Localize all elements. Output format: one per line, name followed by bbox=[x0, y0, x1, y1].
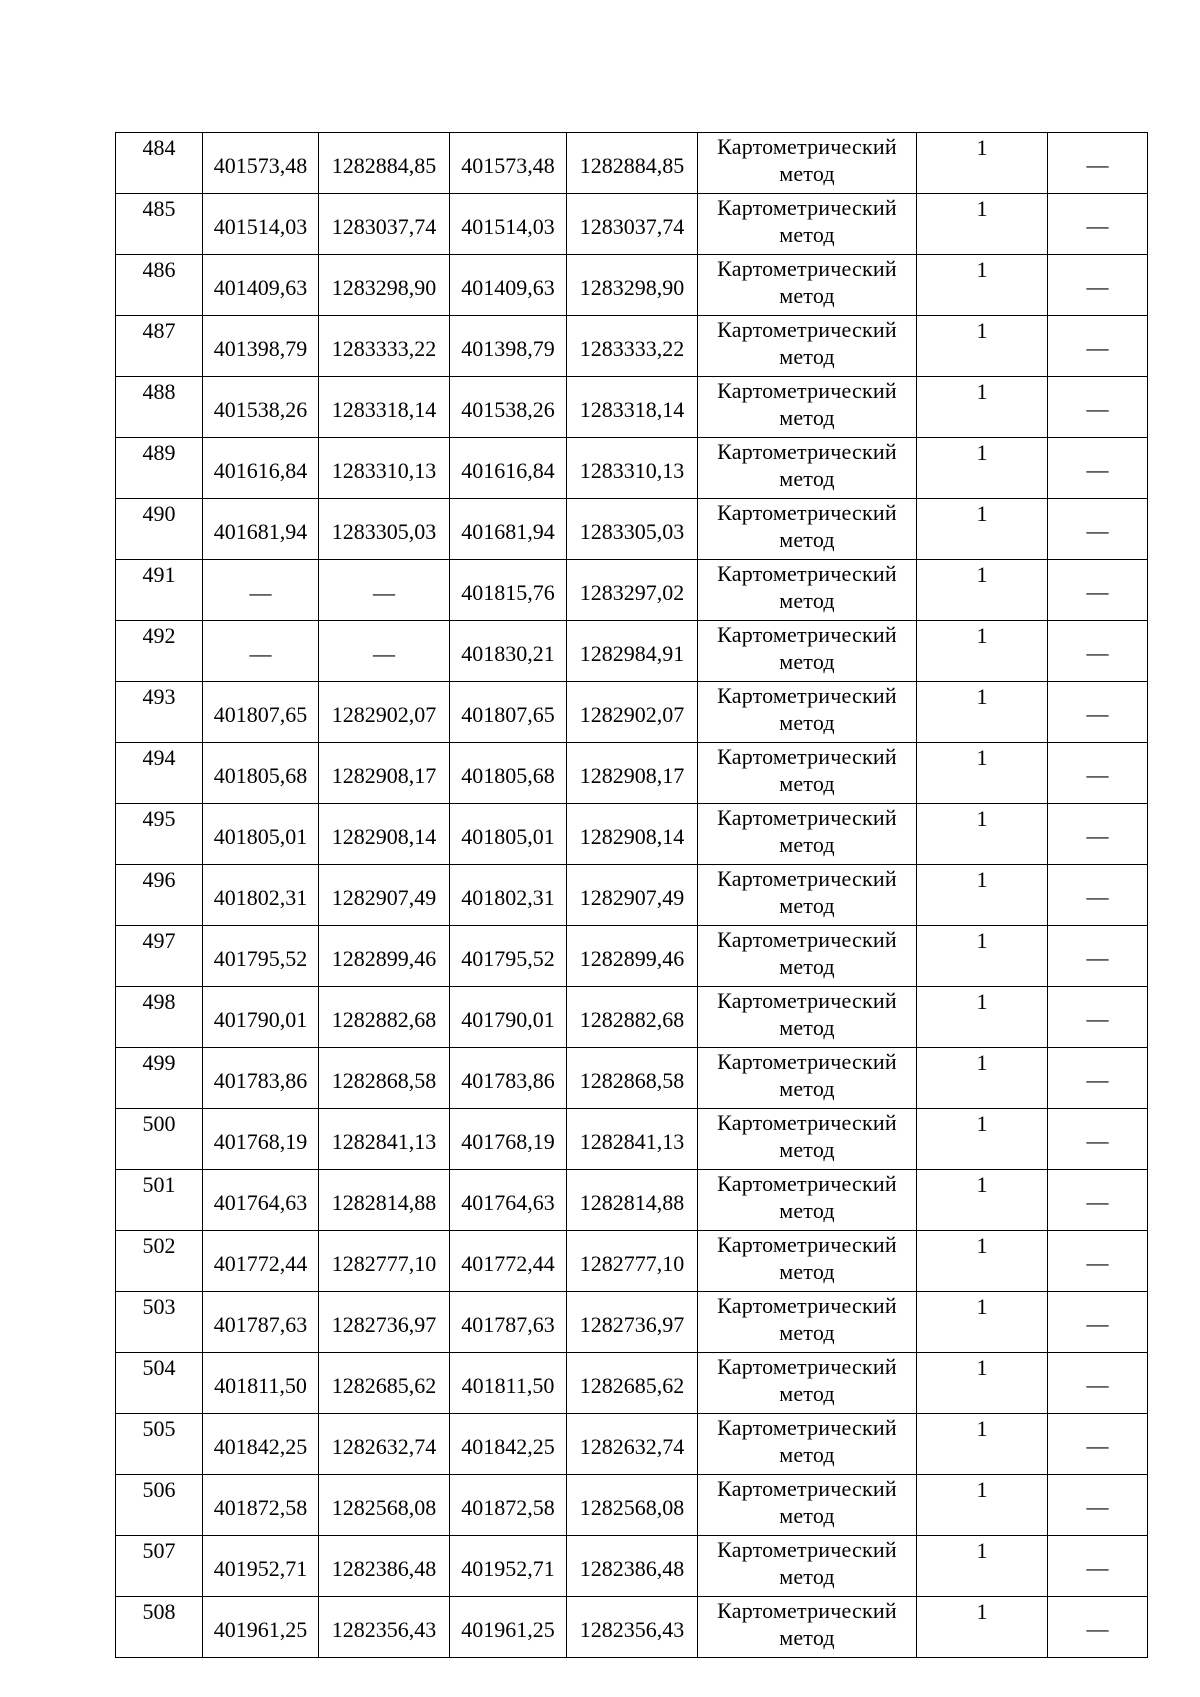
accuracy-cell: 1 bbox=[917, 804, 1048, 865]
method-line-1: Картометрический bbox=[717, 317, 897, 342]
table-row bbox=[116, 1597, 1148, 1658]
table-row bbox=[116, 1109, 1148, 1170]
point-number-cell: 494 bbox=[116, 743, 203, 804]
method-line-2: метод bbox=[779, 1442, 835, 1467]
accuracy-cell: 1 bbox=[917, 438, 1048, 499]
table-row bbox=[116, 804, 1148, 865]
method-line-2: метод bbox=[779, 1381, 835, 1406]
existing-x-cell: 401768,19 bbox=[203, 1109, 319, 1170]
method-line-2: метод bbox=[779, 893, 835, 918]
method-cell bbox=[698, 1292, 917, 1353]
new-x-cell: 401787,63 bbox=[450, 1292, 567, 1353]
existing-y-cell: 1282841,13 bbox=[319, 1109, 450, 1170]
table-row bbox=[116, 1231, 1148, 1292]
new-x-cell: 401398,79 bbox=[450, 316, 567, 377]
new-y-cell: 1283310,13 bbox=[567, 438, 698, 499]
existing-x-cell: 401772,44 bbox=[203, 1231, 319, 1292]
note-cell: — bbox=[1048, 377, 1148, 438]
existing-x-cell: 401790,01 bbox=[203, 987, 319, 1048]
method-line-1: Картометрический bbox=[717, 1110, 897, 1135]
new-x-cell: 401514,03 bbox=[450, 194, 567, 255]
method-line-2: метод bbox=[779, 405, 835, 430]
method-line-2: метод bbox=[779, 771, 835, 796]
new-y-cell: 1283298,90 bbox=[567, 255, 698, 316]
table-row bbox=[116, 1536, 1148, 1597]
note-cell: — bbox=[1048, 987, 1148, 1048]
method-line-2: метод bbox=[779, 1625, 835, 1650]
method-line-1: Картометрический bbox=[717, 1232, 897, 1257]
new-x-cell: 401783,86 bbox=[450, 1048, 567, 1109]
method-line-1: Картометрический bbox=[717, 256, 897, 281]
existing-y-cell: 1282884,85 bbox=[319, 133, 450, 194]
accuracy-cell: 1 bbox=[917, 1170, 1048, 1231]
point-number-cell: 498 bbox=[116, 987, 203, 1048]
accuracy-cell: 1 bbox=[917, 560, 1048, 621]
table-row bbox=[116, 1170, 1148, 1231]
method-line-2: метод bbox=[779, 466, 835, 491]
note-cell: — bbox=[1048, 1109, 1148, 1170]
table-row bbox=[116, 438, 1148, 499]
existing-x-cell: 401787,63 bbox=[203, 1292, 319, 1353]
existing-x-cell: 401952,71 bbox=[203, 1536, 319, 1597]
method-line-2: метод bbox=[779, 832, 835, 857]
method-line-1: Картометрический bbox=[717, 134, 897, 159]
new-x-cell: 401811,50 bbox=[450, 1353, 567, 1414]
table-row bbox=[116, 926, 1148, 987]
method-line-1: Картометрический bbox=[717, 1415, 897, 1440]
existing-x-cell: 401961,25 bbox=[203, 1597, 319, 1658]
new-x-cell: 401409,63 bbox=[450, 255, 567, 316]
new-x-cell: 401830,21 bbox=[450, 621, 567, 682]
method-line-2: метод bbox=[779, 161, 835, 186]
coordinates-table bbox=[115, 132, 1148, 1658]
point-number-cell: 503 bbox=[116, 1292, 203, 1353]
new-x-cell: 401538,26 bbox=[450, 377, 567, 438]
existing-x-cell: 401805,01 bbox=[203, 804, 319, 865]
new-y-cell: 1282685,62 bbox=[567, 1353, 698, 1414]
method-line-1: Картометрический bbox=[717, 805, 897, 830]
method-cell bbox=[698, 1597, 917, 1658]
new-x-cell: 401764,63 bbox=[450, 1170, 567, 1231]
new-y-cell: 1282632,74 bbox=[567, 1414, 698, 1475]
point-number-cell: 485 bbox=[116, 194, 203, 255]
new-x-cell: 401790,01 bbox=[450, 987, 567, 1048]
new-y-cell: 1282814,88 bbox=[567, 1170, 698, 1231]
method-cell bbox=[698, 1353, 917, 1414]
accuracy-cell: 1 bbox=[917, 499, 1048, 560]
existing-x-cell: 401805,68 bbox=[203, 743, 319, 804]
accuracy-cell: 1 bbox=[917, 133, 1048, 194]
accuracy-cell: 1 bbox=[917, 194, 1048, 255]
table-row bbox=[116, 865, 1148, 926]
method-cell bbox=[698, 926, 917, 987]
new-x-cell: 401872,58 bbox=[450, 1475, 567, 1536]
existing-x-cell: 401811,50 bbox=[203, 1353, 319, 1414]
new-y-cell: 1282568,08 bbox=[567, 1475, 698, 1536]
method-line-1: Картометрический bbox=[717, 1537, 897, 1562]
method-cell bbox=[698, 804, 917, 865]
existing-y-cell: 1283298,90 bbox=[319, 255, 450, 316]
table-row bbox=[116, 1353, 1148, 1414]
note-cell: — bbox=[1048, 255, 1148, 316]
new-y-cell: 1282902,07 bbox=[567, 682, 698, 743]
method-cell bbox=[698, 865, 917, 926]
existing-y-cell: — bbox=[319, 560, 450, 621]
method-line-1: Картометрический bbox=[717, 622, 897, 647]
existing-x-cell: 401514,03 bbox=[203, 194, 319, 255]
point-number-cell: 490 bbox=[116, 499, 203, 560]
existing-y-cell: 1282386,48 bbox=[319, 1536, 450, 1597]
table-row bbox=[116, 377, 1148, 438]
accuracy-cell: 1 bbox=[917, 1048, 1048, 1109]
method-cell bbox=[698, 987, 917, 1048]
method-line-1: Картометрический bbox=[717, 561, 897, 586]
new-x-cell: 401768,19 bbox=[450, 1109, 567, 1170]
existing-x-cell: 401398,79 bbox=[203, 316, 319, 377]
method-line-2: метод bbox=[779, 954, 835, 979]
accuracy-cell: 1 bbox=[917, 377, 1048, 438]
method-line-2: метод bbox=[779, 1320, 835, 1345]
note-cell: — bbox=[1048, 1536, 1148, 1597]
method-cell bbox=[698, 1048, 917, 1109]
point-number-cell: 504 bbox=[116, 1353, 203, 1414]
new-y-cell: 1282882,68 bbox=[567, 987, 698, 1048]
existing-y-cell: 1282882,68 bbox=[319, 987, 450, 1048]
point-number-cell: 484 bbox=[116, 133, 203, 194]
method-line-2: метод bbox=[779, 588, 835, 613]
table-row bbox=[116, 255, 1148, 316]
point-number-cell: 495 bbox=[116, 804, 203, 865]
table-row bbox=[116, 194, 1148, 255]
new-y-cell: 1282777,10 bbox=[567, 1231, 698, 1292]
accuracy-cell: 1 bbox=[917, 1597, 1048, 1658]
point-number-cell: 493 bbox=[116, 682, 203, 743]
table-row bbox=[116, 133, 1148, 194]
method-line-1: Картометрический bbox=[717, 988, 897, 1013]
table-row bbox=[116, 1475, 1148, 1536]
existing-x-cell: 401872,58 bbox=[203, 1475, 319, 1536]
new-x-cell: 401961,25 bbox=[450, 1597, 567, 1658]
note-cell: — bbox=[1048, 499, 1148, 560]
coordinates-table-body bbox=[116, 133, 1148, 1658]
new-y-cell: 1282736,97 bbox=[567, 1292, 698, 1353]
accuracy-cell: 1 bbox=[917, 1414, 1048, 1475]
note-cell: — bbox=[1048, 1231, 1148, 1292]
new-y-cell: 1282908,17 bbox=[567, 743, 698, 804]
method-line-1: Картометрический bbox=[717, 866, 897, 891]
note-cell: — bbox=[1048, 621, 1148, 682]
point-number-cell: 506 bbox=[116, 1475, 203, 1536]
new-y-cell: 1282386,48 bbox=[567, 1536, 698, 1597]
table-row bbox=[116, 1414, 1148, 1475]
new-y-cell: 1282884,85 bbox=[567, 133, 698, 194]
method-line-1: Картометрический bbox=[717, 500, 897, 525]
table-row bbox=[116, 743, 1148, 804]
note-cell: — bbox=[1048, 1048, 1148, 1109]
existing-y-cell: 1283037,74 bbox=[319, 194, 450, 255]
new-y-cell: 1282356,43 bbox=[567, 1597, 698, 1658]
existing-y-cell: — bbox=[319, 621, 450, 682]
method-cell bbox=[698, 682, 917, 743]
method-cell bbox=[698, 621, 917, 682]
method-line-1: Картометрический bbox=[717, 1598, 897, 1623]
note-cell: — bbox=[1048, 865, 1148, 926]
table-row bbox=[116, 499, 1148, 560]
note-cell: — bbox=[1048, 560, 1148, 621]
new-x-cell: 401772,44 bbox=[450, 1231, 567, 1292]
method-line-1: Картометрический bbox=[717, 1171, 897, 1196]
new-x-cell: 401681,94 bbox=[450, 499, 567, 560]
method-line-1: Картометрический bbox=[717, 378, 897, 403]
existing-x-cell: 401802,31 bbox=[203, 865, 319, 926]
point-number-cell: 499 bbox=[116, 1048, 203, 1109]
table-row bbox=[116, 316, 1148, 377]
point-number-cell: 502 bbox=[116, 1231, 203, 1292]
note-cell: — bbox=[1048, 1170, 1148, 1231]
point-number-cell: 496 bbox=[116, 865, 203, 926]
note-cell: — bbox=[1048, 1353, 1148, 1414]
existing-x-cell: — bbox=[203, 560, 319, 621]
new-y-cell: 1282984,91 bbox=[567, 621, 698, 682]
accuracy-cell: 1 bbox=[917, 255, 1048, 316]
method-cell bbox=[698, 743, 917, 804]
method-line-2: метод bbox=[779, 1076, 835, 1101]
method-cell bbox=[698, 438, 917, 499]
existing-y-cell: 1282899,46 bbox=[319, 926, 450, 987]
new-x-cell: 401815,76 bbox=[450, 560, 567, 621]
new-x-cell: 401952,71 bbox=[450, 1536, 567, 1597]
method-line-2: метод bbox=[779, 1503, 835, 1528]
method-line-2: метод bbox=[779, 1259, 835, 1284]
point-number-cell: 487 bbox=[116, 316, 203, 377]
method-line-1: Картометрический bbox=[717, 744, 897, 769]
note-cell: — bbox=[1048, 316, 1148, 377]
new-y-cell: 1282908,14 bbox=[567, 804, 698, 865]
method-cell bbox=[698, 1475, 917, 1536]
existing-y-cell: 1282902,07 bbox=[319, 682, 450, 743]
method-line-2: метод bbox=[779, 1198, 835, 1223]
point-number-cell: 491 bbox=[116, 560, 203, 621]
method-line-2: метод bbox=[779, 649, 835, 674]
point-number-cell: 505 bbox=[116, 1414, 203, 1475]
existing-y-cell: 1282777,10 bbox=[319, 1231, 450, 1292]
existing-y-cell: 1282868,58 bbox=[319, 1048, 450, 1109]
note-cell: — bbox=[1048, 438, 1148, 499]
new-x-cell: 401616,84 bbox=[450, 438, 567, 499]
point-number-cell: 501 bbox=[116, 1170, 203, 1231]
method-line-1: Картометрический bbox=[717, 927, 897, 952]
method-line-2: метод bbox=[779, 710, 835, 735]
accuracy-cell: 1 bbox=[917, 987, 1048, 1048]
point-number-cell: 497 bbox=[116, 926, 203, 987]
point-number-cell: 489 bbox=[116, 438, 203, 499]
new-y-cell: 1283305,03 bbox=[567, 499, 698, 560]
accuracy-cell: 1 bbox=[917, 1292, 1048, 1353]
method-line-2: метод bbox=[779, 222, 835, 247]
existing-x-cell: 401783,86 bbox=[203, 1048, 319, 1109]
table-row bbox=[116, 560, 1148, 621]
method-line-1: Картометрический bbox=[717, 1476, 897, 1501]
existing-y-cell: 1282685,62 bbox=[319, 1353, 450, 1414]
accuracy-cell: 1 bbox=[917, 926, 1048, 987]
accuracy-cell: 1 bbox=[917, 865, 1048, 926]
existing-x-cell: — bbox=[203, 621, 319, 682]
existing-y-cell: 1282814,88 bbox=[319, 1170, 450, 1231]
new-x-cell: 401842,25 bbox=[450, 1414, 567, 1475]
point-number-cell: 488 bbox=[116, 377, 203, 438]
existing-y-cell: 1282908,14 bbox=[319, 804, 450, 865]
method-line-1: Картометрический bbox=[717, 1354, 897, 1379]
note-cell: — bbox=[1048, 1414, 1148, 1475]
method-cell bbox=[698, 255, 917, 316]
accuracy-cell: 1 bbox=[917, 1536, 1048, 1597]
new-y-cell: 1282868,58 bbox=[567, 1048, 698, 1109]
method-line-1: Картометрический bbox=[717, 683, 897, 708]
existing-x-cell: 401409,63 bbox=[203, 255, 319, 316]
existing-x-cell: 401681,94 bbox=[203, 499, 319, 560]
point-number-cell: 508 bbox=[116, 1597, 203, 1658]
new-y-cell: 1282841,13 bbox=[567, 1109, 698, 1170]
new-y-cell: 1283333,22 bbox=[567, 316, 698, 377]
existing-y-cell: 1283305,03 bbox=[319, 499, 450, 560]
accuracy-cell: 1 bbox=[917, 1353, 1048, 1414]
method-cell bbox=[698, 1109, 917, 1170]
note-cell: — bbox=[1048, 1597, 1148, 1658]
method-cell bbox=[698, 1536, 917, 1597]
note-cell: — bbox=[1048, 1475, 1148, 1536]
new-x-cell: 401795,52 bbox=[450, 926, 567, 987]
note-cell: — bbox=[1048, 133, 1148, 194]
existing-x-cell: 401616,84 bbox=[203, 438, 319, 499]
accuracy-cell: 1 bbox=[917, 743, 1048, 804]
existing-y-cell: 1283310,13 bbox=[319, 438, 450, 499]
method-line-1: Картометрический bbox=[717, 1293, 897, 1318]
method-cell bbox=[698, 1170, 917, 1231]
new-x-cell: 401802,31 bbox=[450, 865, 567, 926]
new-y-cell: 1282907,49 bbox=[567, 865, 698, 926]
method-line-2: метод bbox=[779, 283, 835, 308]
new-x-cell: 401805,01 bbox=[450, 804, 567, 865]
note-cell: — bbox=[1048, 682, 1148, 743]
new-x-cell: 401807,65 bbox=[450, 682, 567, 743]
note-cell: — bbox=[1048, 926, 1148, 987]
method-line-2: метод bbox=[779, 344, 835, 369]
new-y-cell: 1283318,14 bbox=[567, 377, 698, 438]
existing-y-cell: 1282632,74 bbox=[319, 1414, 450, 1475]
note-cell: — bbox=[1048, 1292, 1148, 1353]
accuracy-cell: 1 bbox=[917, 1475, 1048, 1536]
method-cell bbox=[698, 560, 917, 621]
method-cell bbox=[698, 1414, 917, 1475]
method-line-1: Картометрический bbox=[717, 195, 897, 220]
point-number-cell: 500 bbox=[116, 1109, 203, 1170]
method-line-2: метод bbox=[779, 1015, 835, 1040]
table-row bbox=[116, 682, 1148, 743]
existing-y-cell: 1282736,97 bbox=[319, 1292, 450, 1353]
note-cell: — bbox=[1048, 194, 1148, 255]
accuracy-cell: 1 bbox=[917, 682, 1048, 743]
existing-x-cell: 401842,25 bbox=[203, 1414, 319, 1475]
existing-y-cell: 1283333,22 bbox=[319, 316, 450, 377]
existing-x-cell: 401573,48 bbox=[203, 133, 319, 194]
table-row bbox=[116, 1292, 1148, 1353]
existing-y-cell: 1282356,43 bbox=[319, 1597, 450, 1658]
new-x-cell: 401805,68 bbox=[450, 743, 567, 804]
existing-y-cell: 1282568,08 bbox=[319, 1475, 450, 1536]
new-x-cell: 401573,48 bbox=[450, 133, 567, 194]
point-number-cell: 507 bbox=[116, 1536, 203, 1597]
note-cell: — bbox=[1048, 743, 1148, 804]
table-row bbox=[116, 621, 1148, 682]
accuracy-cell: 1 bbox=[917, 1231, 1048, 1292]
method-cell bbox=[698, 194, 917, 255]
accuracy-cell: 1 bbox=[917, 1109, 1048, 1170]
existing-y-cell: 1282908,17 bbox=[319, 743, 450, 804]
point-number-cell: 492 bbox=[116, 621, 203, 682]
existing-y-cell: 1282907,49 bbox=[319, 865, 450, 926]
method-line-2: метод bbox=[779, 1564, 835, 1589]
existing-x-cell: 401538,26 bbox=[203, 377, 319, 438]
method-cell bbox=[698, 377, 917, 438]
existing-x-cell: 401795,52 bbox=[203, 926, 319, 987]
existing-x-cell: 401764,63 bbox=[203, 1170, 319, 1231]
method-cell bbox=[698, 133, 917, 194]
method-cell bbox=[698, 499, 917, 560]
new-y-cell: 1282899,46 bbox=[567, 926, 698, 987]
method-cell bbox=[698, 316, 917, 377]
accuracy-cell: 1 bbox=[917, 621, 1048, 682]
new-y-cell: 1283037,74 bbox=[567, 194, 698, 255]
table-row bbox=[116, 1048, 1148, 1109]
existing-x-cell: 401807,65 bbox=[203, 682, 319, 743]
table-row bbox=[116, 987, 1148, 1048]
note-cell: — bbox=[1048, 804, 1148, 865]
method-line-1: Картометрический bbox=[717, 1049, 897, 1074]
method-line-2: метод bbox=[779, 527, 835, 552]
new-y-cell: 1283297,02 bbox=[567, 560, 698, 621]
point-number-cell: 486 bbox=[116, 255, 203, 316]
method-line-1: Картометрический bbox=[717, 439, 897, 464]
accuracy-cell: 1 bbox=[917, 316, 1048, 377]
method-cell bbox=[698, 1231, 917, 1292]
method-line-2: метод bbox=[779, 1137, 835, 1162]
existing-y-cell: 1283318,14 bbox=[319, 377, 450, 438]
